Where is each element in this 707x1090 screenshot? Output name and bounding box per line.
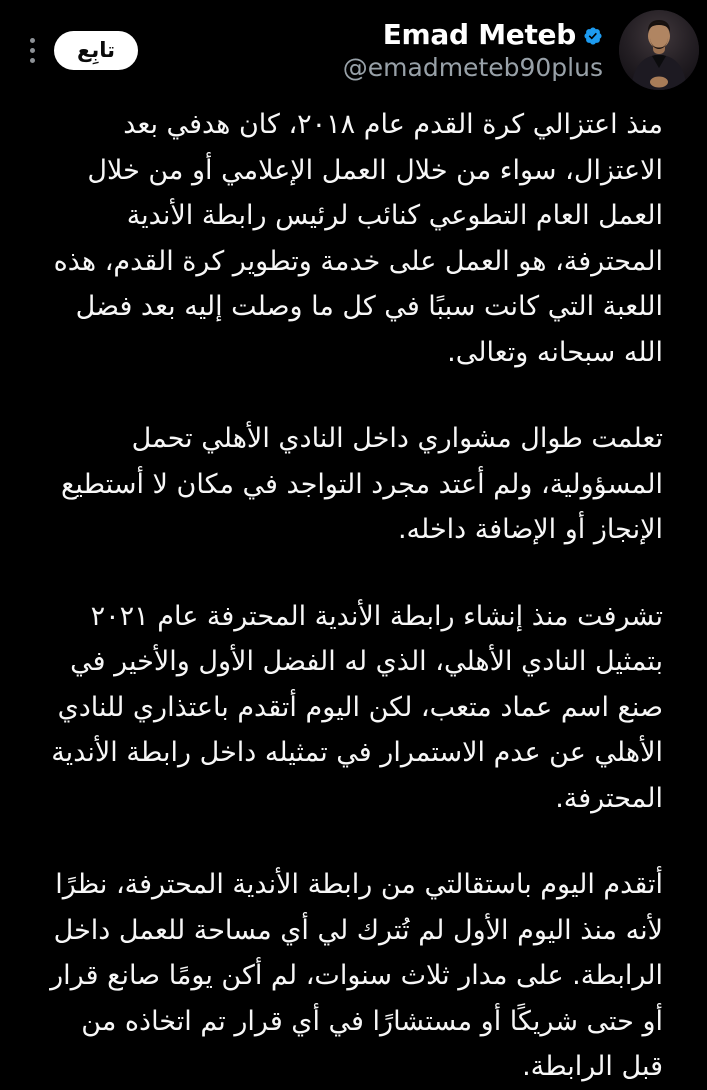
post-paragraph-3: تشرفت منذ إنشاء رابطة الأندية المحترفة عام ٢٠٢١ بتمثيل النادي الأهلي، الذي له الفضل الأول والأخير في صنع اسم عماد متعب، لكن اليوم أتقدم باعتذاري للنادي الأهلي عن عدم الاستمرار في تمثيله داخل رابطة الأندية المحترفة. (51, 600, 663, 814)
post-paragraph-1: منذ اعتزالي كرة القدم عام ٢٠١٨، كان هدفي بعد الاعتزال، سواء من خلال العمل الإعلامي أو من خلال العمل العام التطوعي كنائب لرئيس رابطة الأندية المحترفة، هو العمل على خدمة وتطوير كرة القدم، هذه اللعبة التي كانت سببًا في كل ما وصلت إليه بعد فضل الله سبحانه وتعالى. (53, 109, 663, 368)
user-handle: @emadmeteb90plus (342, 53, 603, 82)
author-identity[interactable] (343, 18, 603, 82)
post-header (0, 0, 707, 96)
display-name[interactable]: Emad Meteb (382, 18, 576, 51)
more-options-button[interactable] (22, 34, 42, 67)
kebab-menu-icon (30, 38, 35, 43)
verified-badge-icon (583, 26, 603, 46)
follow-button[interactable]: تابِع (54, 31, 138, 70)
avatar[interactable] (619, 10, 699, 90)
profile-photo (619, 10, 699, 90)
post-text (0, 96, 707, 1090)
post-paragraph-4: أتقدم اليوم باستقالتي من رابطة الأندية المحترفة، نظرًا لأنه منذ اليوم الأول لم تُترك لي أي مساحة للعمل داخل الرابطة. على مدار ثلاث سنوات، لم أكن يومًا صانع قرار أو حتى شريكًا أو مستشارًا في أي قرار تم اتخاذه من قبل الرابطة. (50, 869, 663, 1082)
author-name-row (383, 18, 603, 51)
post-paragraph-2: تعلمت طوال مشواري داخل النادي الأهلي تحمل المسؤولية، ولم أعتد مجرد التواجد في مكان لا أستطيع الإنجاز أو الإضافة داخله. (61, 423, 663, 545)
